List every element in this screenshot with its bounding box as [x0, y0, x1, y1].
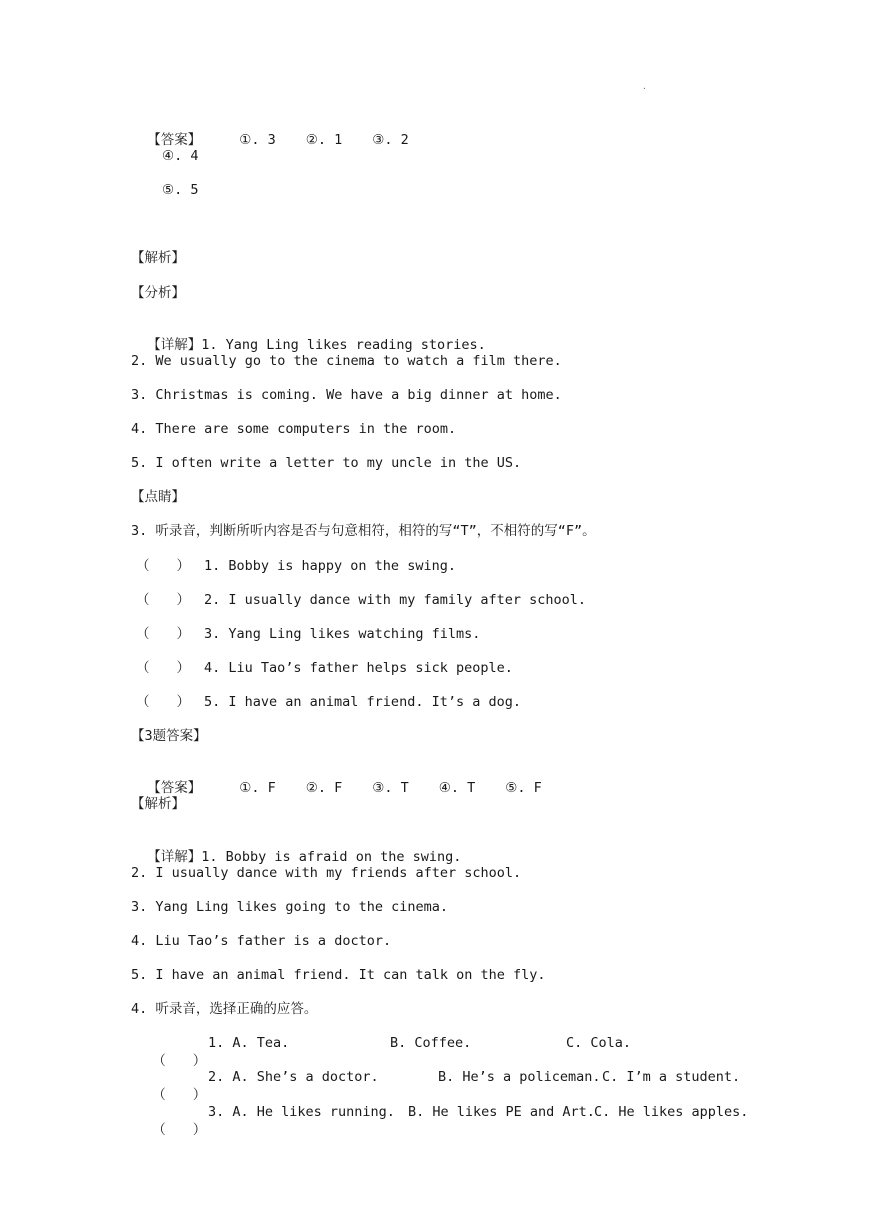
answer-item: ①. 3 — [239, 132, 276, 148]
detail-text: 3. Christmas is coming. We have a big dinner at home. — [131, 387, 562, 403]
detail-text: 1. Bobby is afraid on the swing. — [201, 849, 462, 865]
detail-text: 3. Yang Ling likes going to the cinema. — [131, 899, 448, 915]
q3-item-text: 3. Yang Ling likes watching films. — [204, 626, 481, 642]
dianjing-label: 【点睛】 — [131, 489, 185, 505]
q4-item-3 — [136, 1103, 749, 1193]
answer-label: 【答案】 — [147, 780, 202, 796]
answer-bracket: （ ） — [152, 1122, 207, 1138]
q3-item-3 — [136, 625, 480, 643]
analysis-label: 【解析】 — [131, 796, 185, 812]
detail-text: 2. We usually go to the cinema to watch a film there. — [131, 353, 562, 369]
answer-label: 【答案】 — [147, 132, 202, 148]
q4-option-c: C. He likes apples. — [594, 1104, 749, 1120]
answer-item: ③. T — [372, 780, 409, 796]
answer-item: ②. F — [305, 780, 343, 796]
question-4-title: 4. 听录音，选择正确的应答。 — [131, 1001, 318, 1017]
question-3-title: 3. 听录音，判断所听内容是否与句意相符，相符的写“T”，不相符的写“F”。 — [131, 523, 596, 539]
answer-bracket: （ ） — [136, 558, 190, 574]
answer-item: ③. 2 — [372, 132, 409, 148]
q3-item-1 — [136, 557, 456, 575]
detail-text: 4. Liu Tao’s father is a doctor. — [131, 933, 392, 949]
corner-mark: . — [642, 82, 647, 91]
q4-option-c: C. I’m a student. — [602, 1069, 741, 1085]
detail-line — [131, 318, 486, 354]
q3-answer-header: 【3题答案】 — [131, 728, 207, 744]
q4-option-b: B. He’s a policeman. — [438, 1069, 601, 1085]
answer-bracket: （ ） — [136, 694, 190, 710]
q4-option-a: 2. A. She’s a doctor. — [208, 1069, 379, 1085]
q3-item-text: 5. I have an animal friend. It’s a dog. — [204, 694, 521, 710]
detail-text: 4. There are some computers in the room. — [131, 421, 457, 437]
detail-text: 5. I have an animal friend. It can talk on the fly. — [131, 967, 546, 983]
detail-text: 5. I often write a letter to my uncle in the US. — [131, 455, 522, 471]
answer-item: ⑤. 5 — [162, 182, 199, 198]
answer-item: ②. 1 — [305, 132, 343, 148]
answer-bracket: （ ） — [136, 592, 190, 608]
q4-option-b: B. Coffee. — [390, 1035, 472, 1051]
q4-option-a: 1. A. Tea. — [208, 1035, 290, 1051]
answer-bracket: （ ） — [152, 1053, 207, 1069]
detail-line — [131, 830, 461, 866]
detail-text: 1. Yang Ling likes reading stories. — [201, 337, 486, 353]
q3-item-4 — [136, 659, 513, 677]
detail-text: 2. I usually dance with my friends after school. — [131, 865, 522, 881]
answer-item: ④. 4 — [162, 148, 199, 164]
answer-bracket: （ ） — [136, 660, 190, 676]
fenxi-label: 【分析】 — [131, 285, 185, 301]
q3-answer-line — [131, 761, 542, 797]
detail-label: 【详解】 — [147, 337, 202, 353]
answer-item: ⑤. F — [505, 780, 542, 796]
answer-item: ①. F — [239, 780, 276, 796]
q4-option-b: B. He likes PE and Art. — [408, 1104, 595, 1120]
q3-item-text: 1. Bobby is happy on the swing. — [204, 558, 456, 574]
q3-item-text: 2. I usually dance with my family after school. — [204, 592, 587, 608]
analysis-label: 【解析】 — [131, 250, 185, 266]
q3-item-5 — [136, 693, 521, 711]
q4-option-a: 3. A. He likes running. — [208, 1104, 395, 1120]
q3-item-text: 4. Liu Tao’s father helps sick people. — [204, 660, 513, 676]
answer-item: ④. T — [438, 780, 476, 796]
detail-label: 【详解】 — [147, 849, 202, 865]
answer-bracket: （ ） — [152, 1087, 207, 1103]
q4-option-c: C. Cola. — [566, 1035, 632, 1051]
q3-item-2 — [136, 591, 586, 609]
answer-line-1 — [131, 113, 409, 149]
answer-bracket: （ ） — [136, 626, 190, 642]
